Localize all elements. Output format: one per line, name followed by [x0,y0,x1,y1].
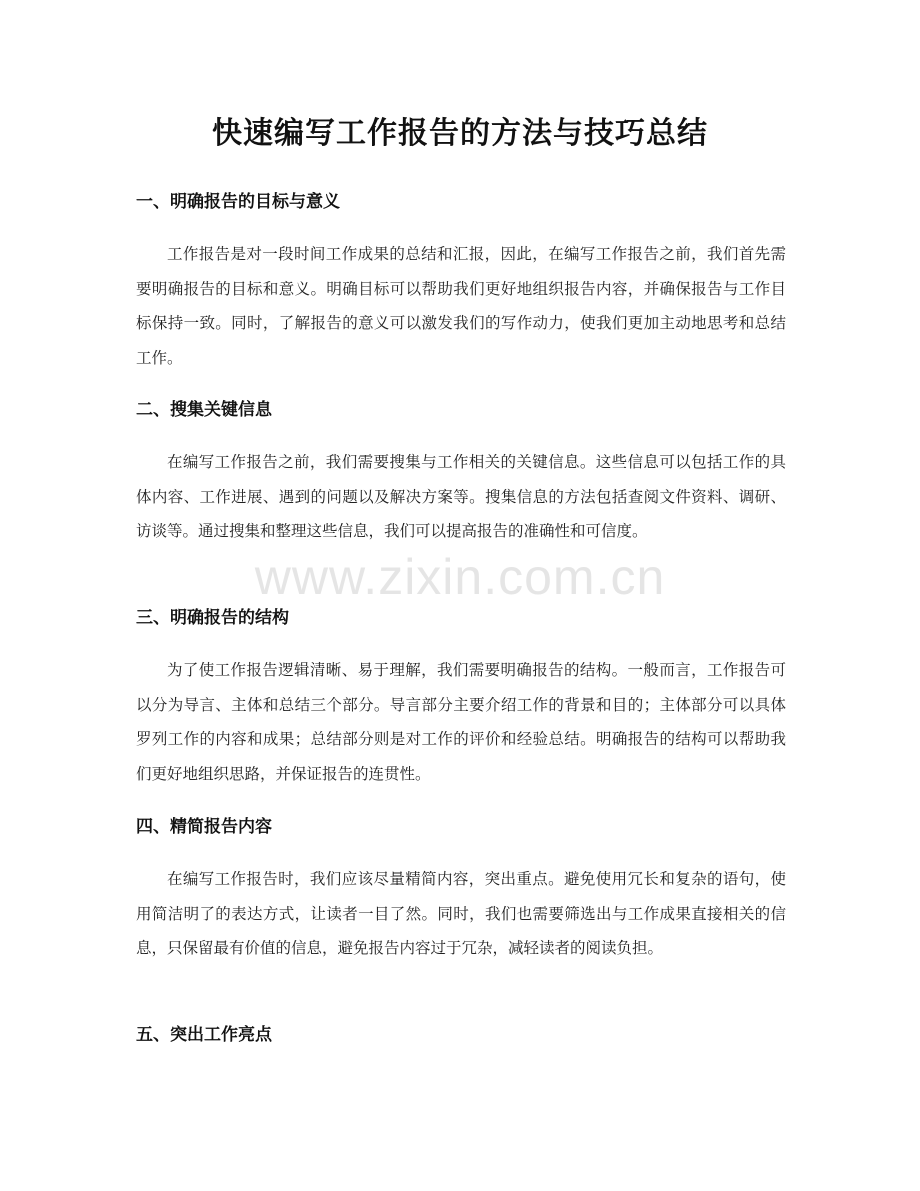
section-2 [136,398,786,549]
section-heading: 二、搜集关键信息 [136,400,272,420]
section-5 [136,1023,786,1047]
section-heading: 五、突出工作亮点 [136,1025,272,1045]
watermark: www.zixin.com.cn [254,549,666,605]
section-paragraph: 在编写工作报告之前，我们需要搜集与工作相关的关键信息。这些信息可以包括工作的具体内容、工作进展、遇到的问题以及解决方案等。搜集信息的方法包括查阅文件资料、调研、访谈等。通过搜集和整理这些信息，我们可以提高报告的准确性和可信度。 [136,453,786,540]
section-3 [136,606,786,791]
document-title: 快速编写工作报告的方法与技巧总结 [212,116,708,151]
section-paragraph: 为了使工作报告逻辑清晰、易于理解，我们需要明确报告的结构。一般而言，工作报告可以分为导言、主体和总结三个部分。导言部分主要介绍工作的背景和目的；主体部分可以具体罗列工作的内容和成果；总结部分则是对工作的评价和经验总结。明确报告的结构可以帮助我们更好地组织思路，并保证报告的连贯性。 [136,661,786,783]
section-paragraph: 工作报告是对一段时间工作成果的总结和汇报，因此，在编写工作报告之前，我们首先需要明确报告的目标和意义。明确目标可以帮助我们更好地组织报告内容，并确保报告与工作目标保持一致。同时，了解报告的意义可以激发我们的写作动力，使我们更加主动地思考和总结工作。 [136,245,786,367]
section-heading: 三、明确报告的结构 [136,608,289,628]
section-paragraph: 在编写工作报告时，我们应该尽量精简内容，突出重点。避免使用冗长和复杂的语句，使用简洁明了的表达方式，让读者一目了然。同时，我们也需要筛选出与工作成果直接相关的信息，只保留最有价值的信息，避免报告内容过于冗杂，减轻读者的阅读负担。 [136,870,786,957]
section-heading: 四、精简报告内容 [136,817,272,837]
section-heading: 一、明确报告的目标与意义 [136,192,340,212]
section-1 [136,190,786,375]
section-4 [136,815,786,966]
